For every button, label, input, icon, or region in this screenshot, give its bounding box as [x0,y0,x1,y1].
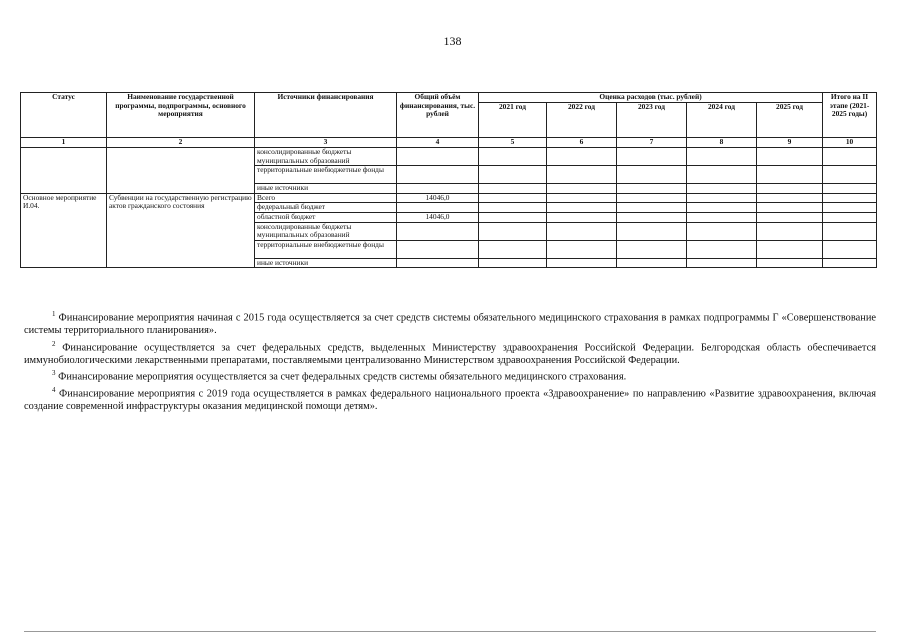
budget-table [20,92,877,268]
column-number: 5 [479,138,547,148]
total-cell [397,258,479,268]
year-header: 2024 год [687,103,757,138]
column-number: 3 [255,138,397,148]
page-number: 138 [443,34,462,48]
source-cell: консолидированные бюджеты муниципальных образований [255,148,397,166]
source-cell: консолидированные бюджеты муниципальных образований [255,222,397,240]
estimate-header: Оценка расходов (тыс. рублей) [479,93,823,103]
source-cell: территориальные внебюджетные фонды [255,240,397,258]
source-cell: областной бюджет [255,212,397,222]
total-cell: 14046,0 [397,193,479,203]
column-number: 2 [107,138,255,148]
column-number-row [21,138,877,148]
table-row [21,193,877,203]
total-cell [397,148,479,166]
year-header: 2021 год [479,103,547,138]
column-number: 7 [617,138,687,148]
table-row [21,148,877,166]
activity-name: Субвенции на государственную регистрацию актов гражданского состояния [107,193,255,268]
year-header: 2025 год [757,103,823,138]
column-number: 4 [397,138,479,148]
source-cell: Всего [255,193,397,203]
name-cell [107,148,255,194]
year-header: 2022 год [547,103,617,138]
column-number: 6 [547,138,617,148]
footnote: $^2$ Финансирование осуществляется за счет федеральных средств, выделенных Министерству здравоохранения Российской Федерации. Белгородская область обеспечивается иммунобиологическими лекарственными препаратами, поставляемыми централизованно Министерством здравоохранения Российской Федерации. [24,339,876,366]
total-cell [397,166,479,184]
column-number: 1 [21,138,107,148]
year-header: 2023 год [617,103,687,138]
total-cell [397,240,479,258]
bottom-rule [24,631,876,632]
col-status-header: Статус [21,93,107,138]
total-cell [397,222,479,240]
footnote: $^4$ Финансирование мероприятия с 2019 года осуществляется в рамках федерального национального проекта «Здравоохранение» по направлению «Развитие здравоохранения, включая создание современной инфраструктуры оказания медицинской помощи детям». [24,386,876,413]
header-row [21,93,877,103]
source-cell: иные источники [255,184,397,194]
column-number: 8 [687,138,757,148]
footnote: $^1$ Финансирование мероприятия начиная с 2015 года осуществляется за счет средств системы обязательного медицинского страхования в рамках подпрограммы Г «Совершенствование системы территориального планирования». [24,310,876,337]
total-cell: 14046,0 [397,212,479,222]
source-cell: иные источники [255,258,397,268]
col-itogo-header: Итого на II этапе (2021-2025 годы) [823,93,877,138]
column-number: 9 [757,138,823,148]
activity-status: Основное мероприятие И.04. [21,193,107,268]
status-cell [21,148,107,194]
total-cell [397,184,479,194]
footnotes [24,308,876,414]
source-cell: федеральный бюджет [255,203,397,213]
col-sources-header: Источники финансирования [255,93,397,138]
col-total-header: Общий объём финансирования, тыс. рублей [397,93,479,138]
source-cell: территориальные внебюджетные фонды [255,166,397,184]
column-number: 10 [823,138,877,148]
col-name-header: Наименование государственной программы, подпрограммы, основного мероприятия [107,93,255,138]
footnote: $^3$ Финансирование мероприятия осуществляется за счет федеральных средств системы обязательного медицинского страхования. [52,369,627,383]
